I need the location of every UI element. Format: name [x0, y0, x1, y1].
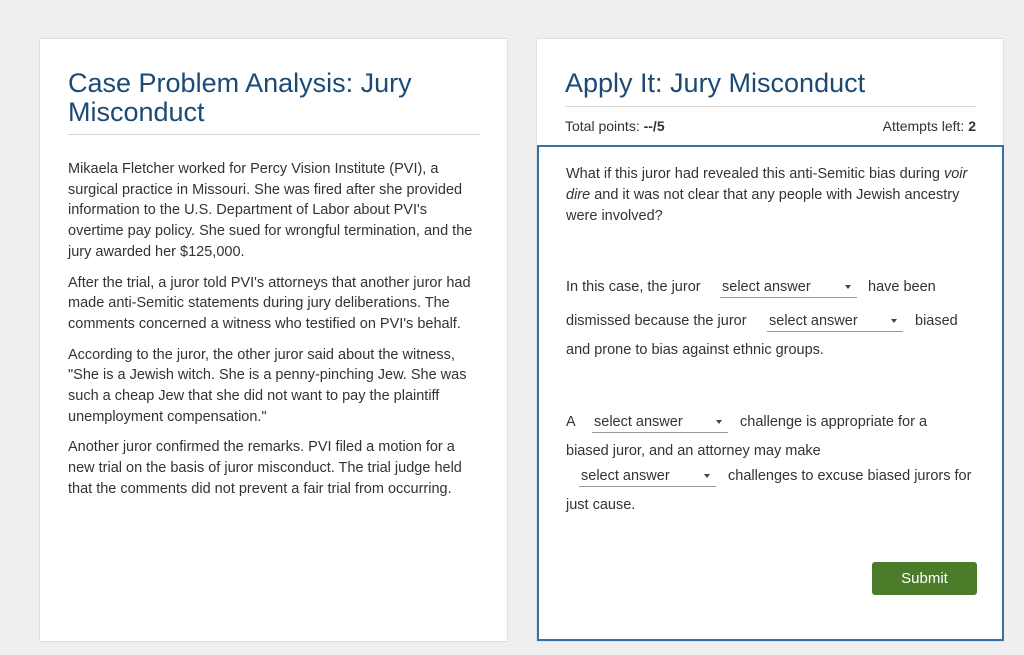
case-problem-title: Case Problem Analysis: Jury Misconduct — [68, 68, 412, 127]
title-divider — [68, 134, 480, 135]
submit-button[interactable]: Submit — [872, 562, 977, 595]
sentence-3: and prone to bias against ethnic groups. — [566, 342, 824, 358]
case-paragraph-3: According to the juror, the other juror said about the witness, "She is a Jewish witch. She is a penny-pinching Jew. She was such a cheap Jew that she did not want to pay the plaintiff unemployment compensation." — [68, 346, 467, 425]
sentence-5: biased juror, and an attorney may make — [566, 443, 821, 459]
case-paragraph-1: Mikaela Fletcher worked for Percy Vision Institute (PVI), a surgical practice in Missouri. She was fired after she provided information to the U.S. Department of Labor about PVI's overtime pay policy. She sued for wrongful termination, and the jury awarded her $125,000. — [68, 161, 473, 260]
sentence-6: challenges to excuse biased jurors for — [728, 468, 972, 484]
answer-dropdown-4[interactable]: select answer — [579, 467, 716, 487]
chevron-down-icon — [891, 319, 897, 323]
sentence-4-start: A — [566, 414, 576, 430]
chevron-down-icon — [716, 420, 722, 424]
case-paragraph-2: After the trial, a juror told PVI's attorneys that another juror had made anti-Semitic statements during jury deliberations. The comments concerned a witness who testified on PVI's behalf. — [68, 274, 471, 332]
answer-dropdown-1[interactable]: select answer — [720, 278, 857, 298]
answer-dropdown-3[interactable]: select answer — [592, 413, 728, 433]
chevron-down-icon — [845, 285, 851, 289]
score-row — [565, 118, 976, 134]
sentence-2-start: dismissed because the juror — [566, 313, 747, 329]
case-problem-panel — [39, 38, 508, 642]
sentence-1-end: have been — [868, 279, 936, 295]
sentence-4-end: challenge is appropriate for a — [740, 414, 928, 430]
question-box — [537, 145, 1004, 641]
title-divider — [565, 106, 976, 107]
answer-dropdown-2[interactable]: select answer — [767, 312, 903, 332]
total-points: Total points: --/5 — [565, 118, 665, 134]
apply-it-panel — [536, 38, 1004, 642]
chevron-down-icon — [704, 474, 710, 478]
attempts-left: Attempts left: 2 — [882, 118, 976, 134]
apply-it-title: Apply It: Jury Misconduct — [565, 68, 866, 98]
sentence-1-start: In this case, the juror — [566, 279, 701, 295]
question-prompt: What if this juror had revealed this anti-Semitic bias during voir dire and it was not clear that any people with Jewish ancestry were involved? — [566, 166, 968, 224]
sentence-2-end: biased — [915, 313, 958, 329]
sentence-7: just cause. — [566, 497, 636, 513]
case-problem-body — [68, 159, 480, 510]
case-paragraph-4: Another juror confirmed the remarks. PVI filed a motion for a new trial on the basis of juror misconduct. The trial judge held that the comments did not prevent a fair trial from occurring. — [68, 439, 462, 497]
